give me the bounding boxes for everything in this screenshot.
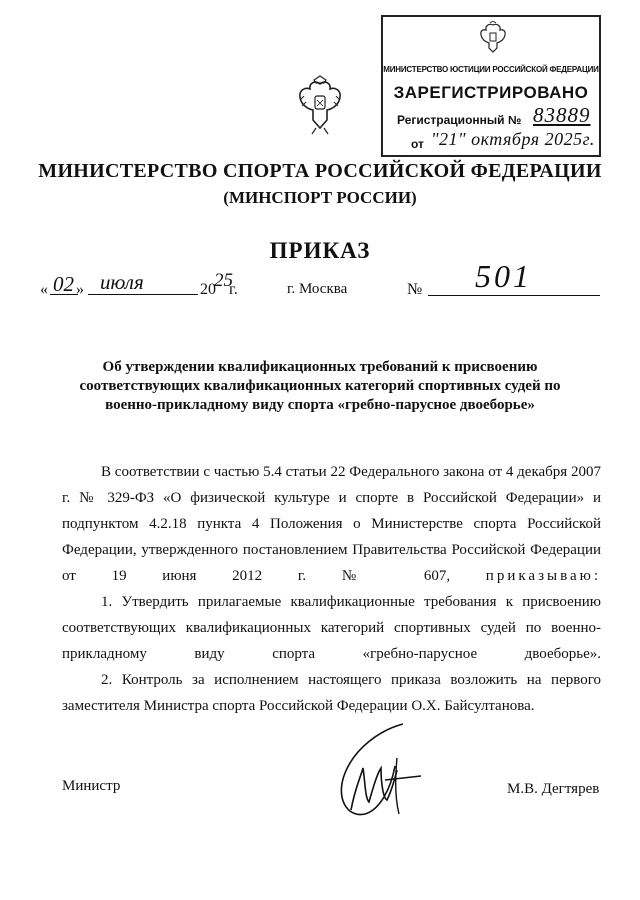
ministry-title: МИНИСТЕРСТВО СПОРТА РОССИЙСКОЙ ФЕДЕРАЦИИ <box>38 160 602 182</box>
order-year-prefix: 20 <box>200 281 216 298</box>
order-year-suffix: 25 <box>214 270 233 291</box>
order-title: ПРИКАЗ <box>269 238 371 263</box>
stamp-coat-of-arms-icon <box>478 21 508 55</box>
stamp-ministry-text: МИНИСТЕРСТВО ЮСТИЦИИ РОССИЙСКОЙ ФЕДЕРАЦИИ <box>383 65 599 74</box>
order-number-label: № <box>407 281 423 298</box>
signatory-name: М.В. Дегтярев <box>507 781 600 797</box>
day-underline <box>50 294 78 295</box>
preamble-text: В соответствии с частью 5.4 статьи 22 Федерального закона от 4 декабря 2007 г. № 329-ФЗ «О физической культуре и спорте в Российской Федерации» и подпунктом 4.2.18 пункта 4 Положения о Министерстве спорта Российской Федерации, утвержденного постановлением Правительства Российской Федерации от 19 июня 2012 г. № 607, <box>62 464 601 584</box>
date-quote-open: « <box>40 281 48 298</box>
ministry-short-name: (МИНСПОРТ РОССИИ) <box>223 188 417 207</box>
stamp-reg-number-value: 83889 <box>533 103 591 127</box>
order-day: 02 <box>53 272 74 296</box>
order-body <box>62 459 601 719</box>
stamp-registered-text: ЗАРЕГИСТРИРОВАНО <box>393 83 589 102</box>
month-underline <box>88 294 198 295</box>
order-word: приказываю: <box>485 568 601 584</box>
order-subject: Об утверждении квалификационных требований к присвоению соответствующих квалификационных категорий спортивных судей по военно-прикладному виду спорта «гребно-парусное двоеборье» <box>79 359 561 413</box>
body-paragraph-item-1: 1. Утвердить прилагаемые квалификационные требования к присвоению соответствующих квалификационных категорий спортивных судей по военно-прикладному виду спорта «гребно-парусное двоеборье». <box>62 594 601 662</box>
handwritten-signature <box>325 718 425 828</box>
coat-of-arms-icon <box>296 74 344 138</box>
registration-stamp <box>381 15 601 157</box>
body-paragraph-preamble <box>62 459 601 589</box>
order-month: июля <box>100 270 144 294</box>
date-quote-close: » <box>76 281 84 298</box>
order-year-abbrev: г. <box>229 281 238 298</box>
stamp-date-label: от <box>411 137 424 151</box>
number-underline <box>428 295 600 296</box>
order-number: 501 <box>475 258 532 294</box>
stamp-date-value: "21" октября 2025г. <box>431 129 595 149</box>
order-city: г. Москва <box>287 281 348 297</box>
body-paragraph-item-2: 2. Контроль за исполнением настоящего приказа возложить на первого заместителя Министра спорта Российской Федерации О.Х. Байсултанова. <box>62 672 601 714</box>
stamp-reg-number-label: Регистрационный № <box>397 113 522 127</box>
signatory-position: Министр <box>62 778 121 794</box>
